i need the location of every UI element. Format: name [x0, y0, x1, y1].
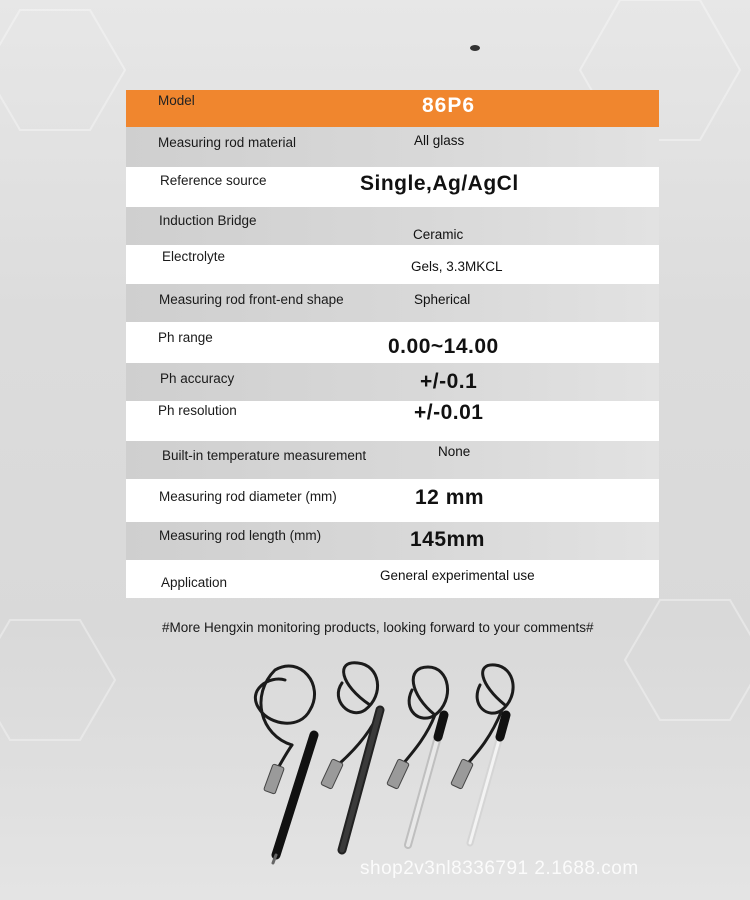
spec-label: Ph range: [158, 330, 213, 345]
watermark: shop2v3nl8336791 2.1688.com: [360, 858, 639, 879]
spec-label: Measuring rod length (mm): [159, 528, 322, 543]
spec-row-length: [126, 522, 659, 560]
spec-label: Induction Bridge: [159, 213, 257, 228]
spec-value: Spherical: [414, 292, 471, 307]
spec-label: Model: [158, 93, 195, 108]
spec-row-electrolyte: [126, 245, 659, 284]
spec-value: +/-0.1: [420, 370, 478, 393]
spec-row-ph-accuracy: [126, 363, 659, 401]
spec-value: 145mm: [410, 528, 485, 551]
spec-label: Measuring rod front-end shape: [159, 292, 344, 307]
spec-value: All glass: [414, 133, 465, 148]
spec-row-diameter: [126, 479, 659, 522]
spec-value: None: [438, 444, 471, 459]
spec-value: 86P6: [422, 94, 476, 117]
spec-value: +/-0.01: [414, 401, 484, 424]
spec-value: Gels, 3.3MKCL: [411, 259, 503, 274]
spec-value: 12 mm: [415, 486, 485, 509]
spec-label: Electrolyte: [162, 249, 226, 264]
spec-row-reference: [126, 167, 659, 207]
spec-value: General experimental use: [380, 568, 535, 583]
spec-row-application: [126, 560, 659, 598]
spec-label: Measuring rod material: [158, 135, 297, 150]
spec-value: 0.00~14.00: [388, 335, 499, 358]
spec-value: Single,Ag/AgCl: [360, 172, 519, 195]
spec-label: Built-in temperature measurement: [162, 448, 367, 463]
spec-value: Ceramic: [413, 227, 464, 242]
spec-row-material: [126, 127, 659, 167]
spec-table: [126, 90, 659, 598]
spec-label: Ph accuracy: [160, 371, 235, 386]
spec-row-front-end: [126, 284, 659, 322]
spec-row-model: [126, 90, 659, 127]
spec-label: Ph resolution: [158, 403, 237, 418]
spec-label: Application: [161, 575, 228, 590]
spec-row-ph-range: [126, 322, 659, 363]
spec-row-ph-resolution: [126, 401, 659, 441]
spec-row-bridge: [126, 207, 659, 245]
spec-label: Reference source: [160, 173, 267, 188]
spec-label: Measuring rod diameter (mm): [159, 489, 337, 504]
spec-row-temperature: [126, 441, 659, 479]
footer-note: #More Hengxin monitoring products, looking forward to your comments#: [162, 620, 594, 635]
camera-dot: [470, 45, 480, 51]
ph-probes-image: [230, 655, 520, 865]
